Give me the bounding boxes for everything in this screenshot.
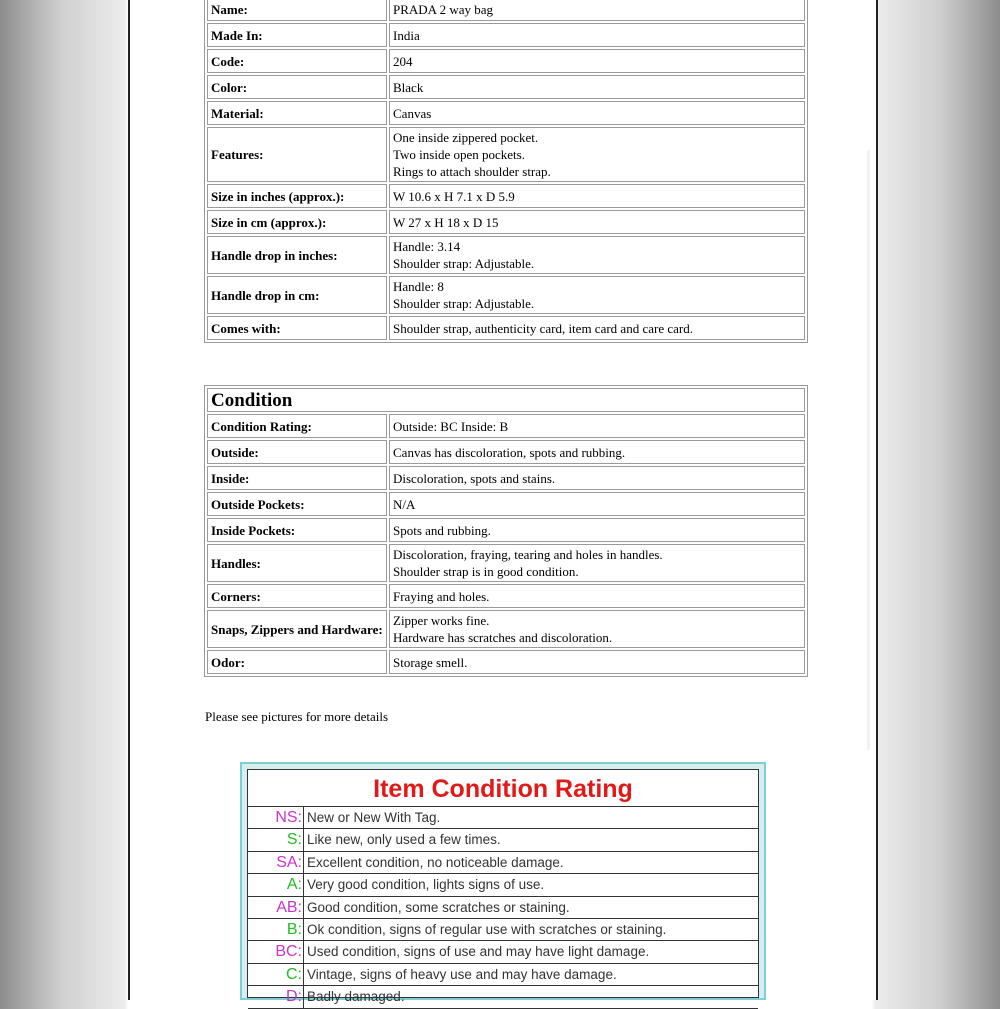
value-line: India: [393, 27, 420, 43]
rating-description: Used condition, signs of use and may have light damage.: [307, 944, 650, 960]
row-value: [389, 518, 805, 542]
rating-code: B:: [248, 919, 304, 940]
rating-row: [248, 897, 758, 919]
rating-description: Good condition, some scratches or staining.: [307, 899, 570, 915]
row-label: Handle drop in inches:: [207, 236, 387, 274]
rating-row: [248, 807, 758, 829]
value-line: Discoloration, fraying, tearing and holes in handles.: [393, 547, 663, 562]
condition-row: [207, 518, 805, 542]
row-label: Outside Pockets:: [207, 492, 387, 516]
row-label: Features:: [207, 127, 387, 182]
value-line: Rings to attach shoulder strap.: [393, 164, 551, 179]
row-label: Inside Pockets:: [207, 518, 387, 542]
row-value: [389, 127, 805, 182]
rating-row: [248, 874, 758, 896]
details-row: [207, 101, 805, 125]
row-label: Name:: [207, 0, 387, 21]
condition-row: [207, 440, 805, 464]
value-line: Fraying and holes.: [393, 588, 490, 604]
value-line: Discoloration, spots and stains.: [393, 470, 556, 486]
row-label: Handles:: [207, 544, 387, 582]
details-table: [204, 0, 808, 343]
row-value: [389, 650, 805, 674]
details-note: Please see pictures for more details: [205, 709, 389, 724]
details-row: [207, 316, 805, 340]
row-label: Outside:: [207, 440, 387, 464]
value-line: PRADA 2 way bag: [393, 1, 494, 17]
rating-description: Very good condition, lights signs of use.: [307, 877, 545, 893]
details-row: [207, 23, 805, 47]
rating-description: Badly damaged.: [307, 989, 405, 1005]
row-value: [389, 210, 805, 234]
value-line: W 27 x H 18 x D 15: [393, 214, 499, 230]
condition-row: [207, 610, 805, 648]
condition-table: [204, 385, 808, 677]
row-value: [389, 316, 805, 340]
condition-row: [207, 492, 805, 516]
details-row: [207, 210, 805, 234]
condition-row: [207, 650, 805, 674]
details-row: [207, 184, 805, 208]
value-line: Shoulder strap, authenticity card, item card and care card.: [393, 320, 693, 336]
row-label: Material:: [207, 101, 387, 125]
value-line: W 10.6 x H 7.1 x D 5.9: [393, 188, 515, 204]
row-label: Size in inches (approx.):: [207, 184, 387, 208]
details-row: [207, 276, 805, 314]
value-line: Shoulder strap: Adjustable.: [393, 256, 535, 271]
value-line: Shoulder strap: Adjustable.: [393, 296, 535, 311]
value-line: Zipper works fine.: [393, 613, 490, 628]
value-line: 204: [393, 53, 413, 69]
row-value: [389, 49, 805, 73]
rating-code: SA:: [248, 852, 304, 873]
rating-row: [248, 852, 758, 874]
value-line: Canvas has discoloration, spots and rubbing.: [393, 444, 626, 460]
rating-description: Like new, only used a few times.: [307, 832, 501, 848]
value-line: Shoulder strap is in good condition.: [393, 564, 579, 579]
value-line: Spots and rubbing.: [393, 522, 491, 538]
row-label: Condition Rating:: [207, 414, 387, 438]
value-line: Outside: BC Inside: B: [393, 418, 509, 434]
value-line: Two inside open pockets.: [393, 147, 525, 162]
scrollbar[interactable]: [867, 150, 870, 750]
value-line: Black: [393, 79, 424, 95]
row-value: [389, 584, 805, 608]
row-value: [389, 466, 805, 490]
row-label: Snaps, Zippers and Hardware:: [207, 610, 387, 648]
rating-row: [248, 829, 758, 851]
row-label: Size in cm (approx.):: [207, 210, 387, 234]
details-row: [207, 236, 805, 274]
rating-description: Ok condition, signs of regular use with scratches or staining.: [307, 921, 667, 937]
details-row: [207, 127, 805, 182]
condition-heading: Condition: [207, 388, 805, 412]
details-row: [207, 75, 805, 99]
row-value: [389, 184, 805, 208]
row-label: Odor:: [207, 650, 387, 674]
row-value: [389, 492, 805, 516]
rating-code: BC:: [248, 941, 304, 962]
details-row: [207, 0, 805, 21]
row-value: [389, 414, 805, 438]
rating-code: C:: [248, 964, 304, 985]
condition-row: [207, 414, 805, 438]
condition-row: [207, 584, 805, 608]
row-label: Made In:: [207, 23, 387, 47]
row-value: [389, 236, 805, 274]
row-label: Comes with:: [207, 316, 387, 340]
rating-description: New or New With Tag.: [307, 810, 441, 825]
rating-code: AB:: [248, 897, 304, 918]
value-line: Handle: 3.14: [393, 239, 461, 254]
rating-description: Vintage, signs of heavy use and may have damage.: [307, 966, 617, 982]
row-value: [389, 440, 805, 464]
row-label: Handle drop in cm:: [207, 276, 387, 314]
rating-description: Excellent condition, no noticeable damage.: [307, 854, 564, 870]
rating-row: [248, 986, 758, 1008]
value-line: Storage smell.: [393, 654, 468, 670]
details-row: [207, 49, 805, 73]
row-label: Code:: [207, 49, 387, 73]
rating-row: [248, 964, 758, 986]
row-label: Corners:: [207, 584, 387, 608]
rating-code: NS:: [248, 807, 304, 828]
value-line: N/A: [393, 496, 416, 512]
row-value: [389, 75, 805, 99]
row-value: [389, 0, 805, 21]
rating-code: S:: [248, 829, 304, 850]
row-value: [389, 544, 805, 582]
value-line: One inside zippered pocket.: [393, 130, 539, 145]
row-label: Inside:: [207, 466, 387, 490]
rating-row: [248, 919, 758, 941]
condition-rating-chart: [240, 762, 766, 1006]
rating-code: D:: [248, 986, 304, 1007]
value-line: Canvas: [393, 105, 432, 121]
row-value: [389, 276, 805, 314]
row-label: Color:: [207, 75, 387, 99]
row-value: [389, 610, 805, 648]
row-value: [389, 101, 805, 125]
rating-row: [248, 941, 758, 963]
row-value: [389, 23, 805, 47]
value-line: Handle: 8: [393, 279, 444, 294]
condition-row: [207, 466, 805, 490]
value-line: Hardware has scratches and discoloration.: [393, 630, 613, 645]
condition-row: [207, 544, 805, 582]
rating-chart-title: Item Condition Rating: [248, 770, 758, 807]
rating-code: A:: [248, 874, 304, 895]
